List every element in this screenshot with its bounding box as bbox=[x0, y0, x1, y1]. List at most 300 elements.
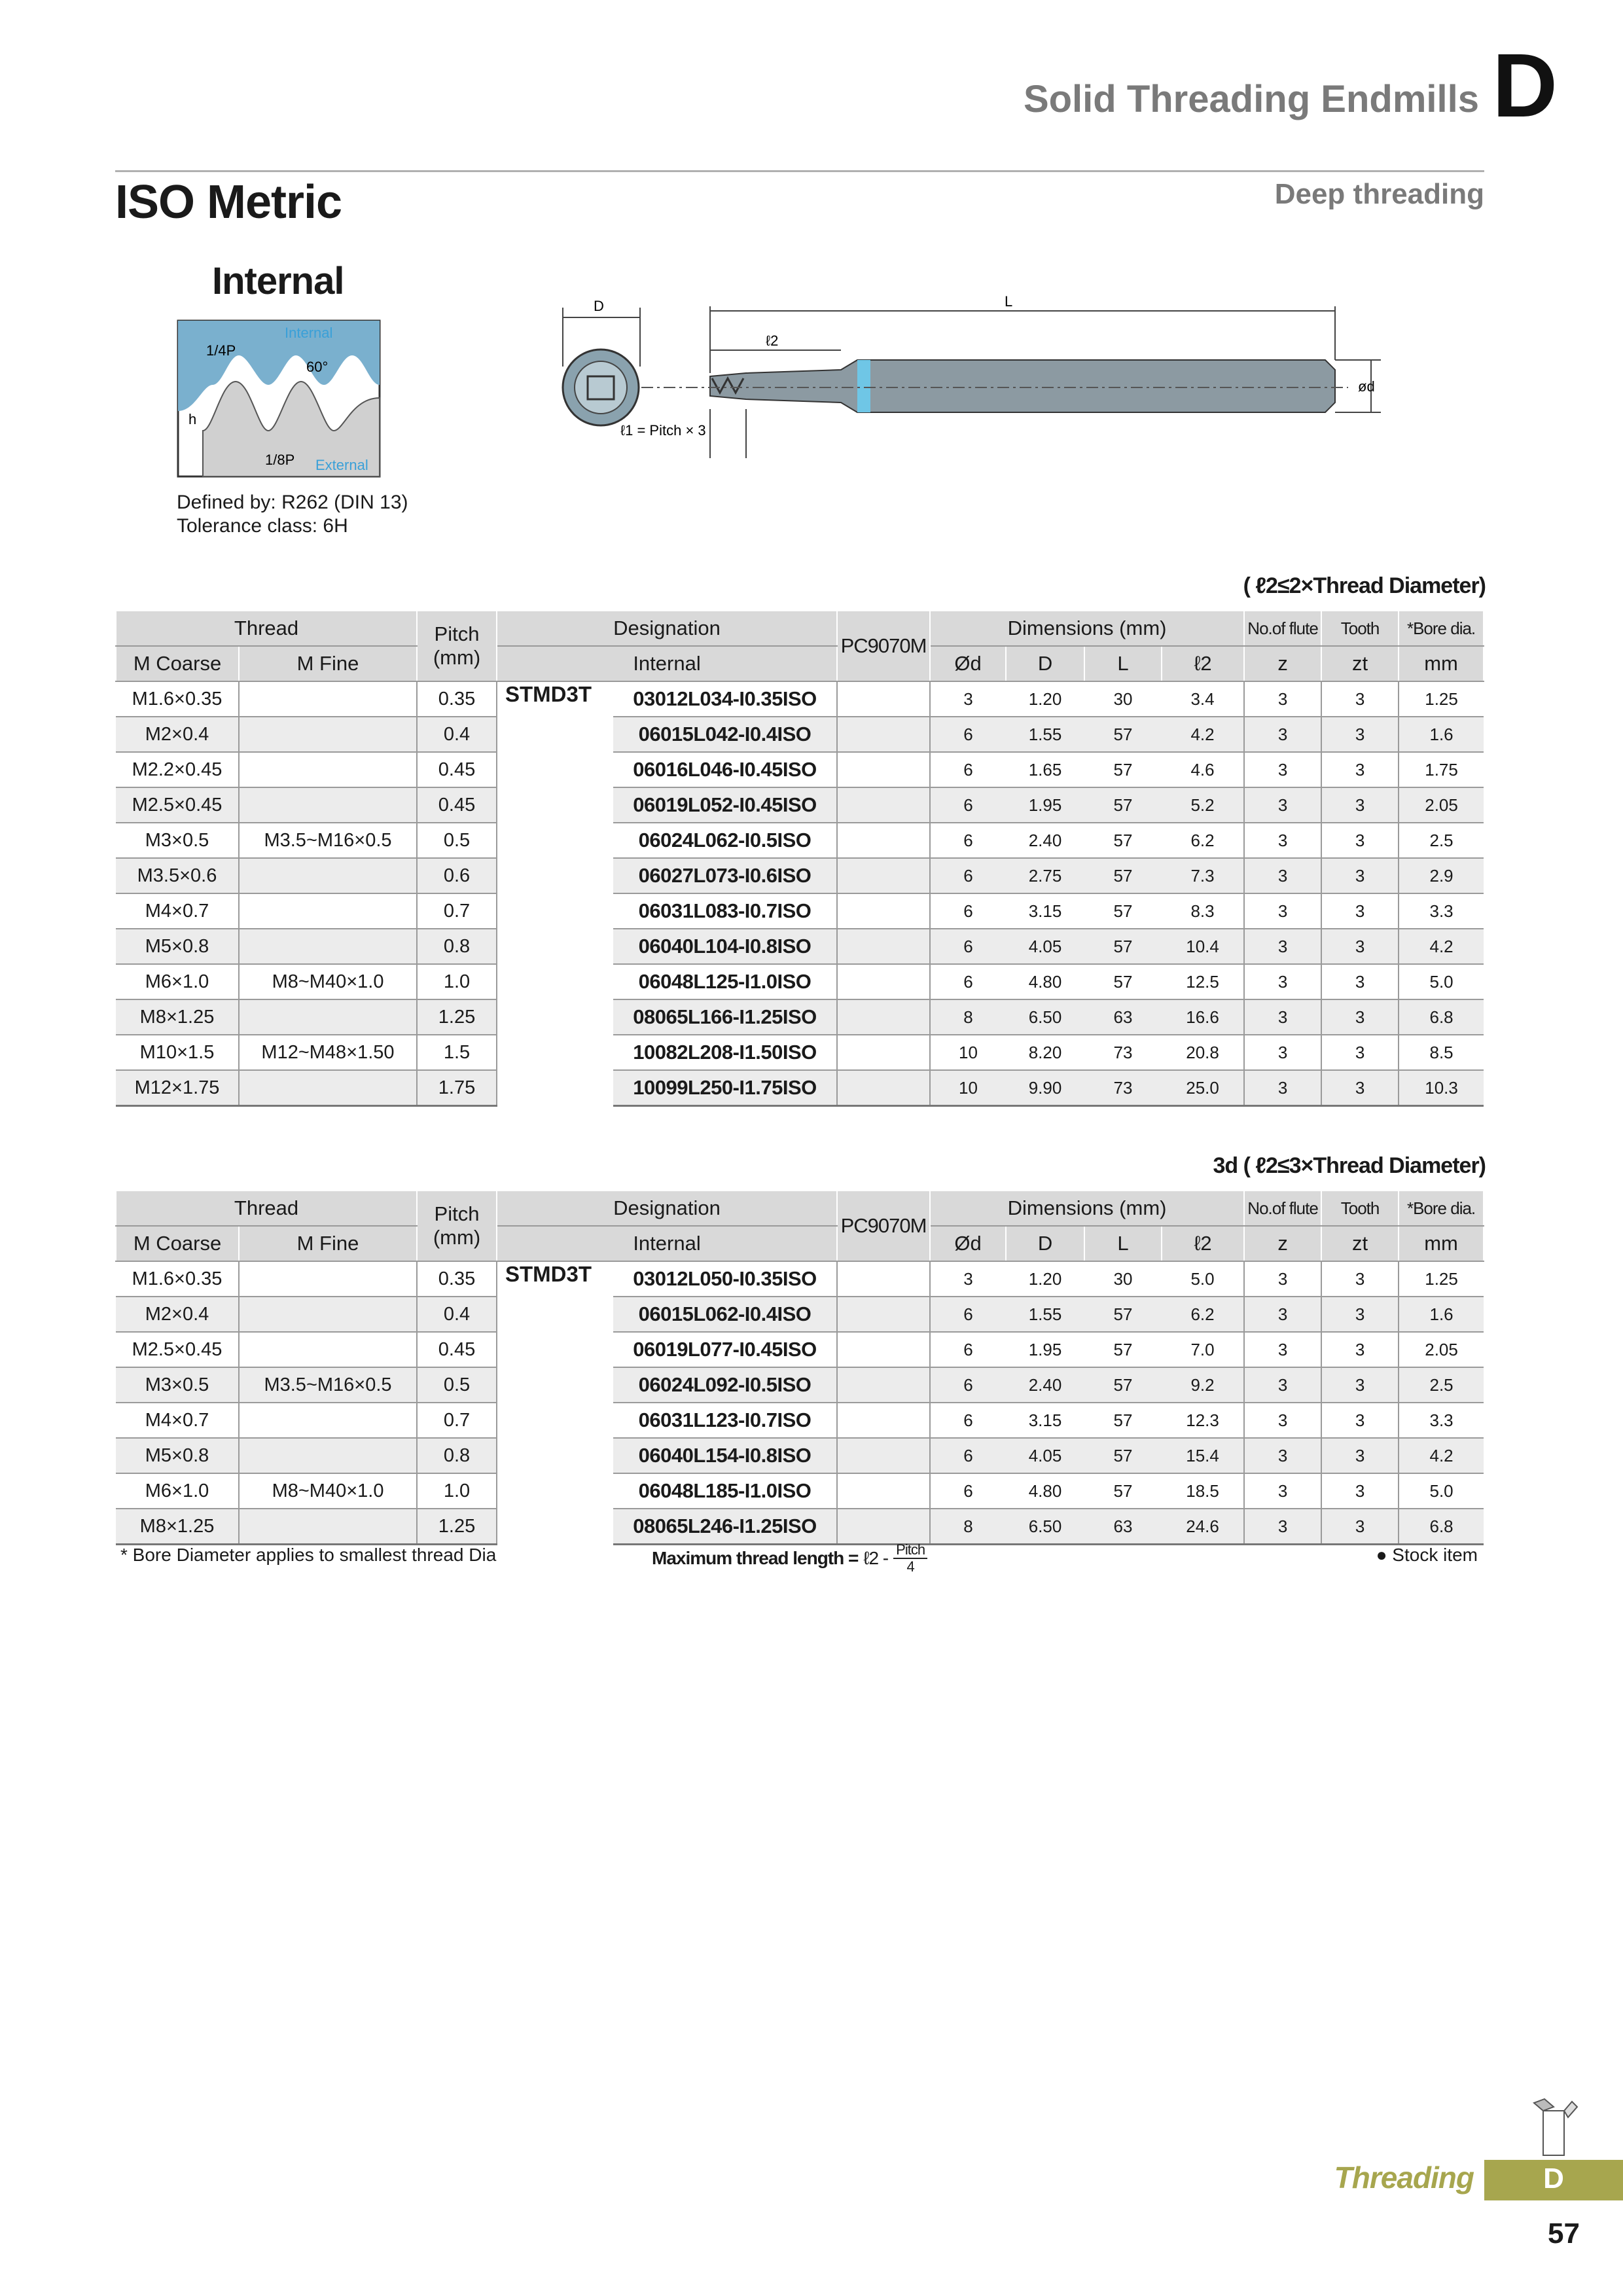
cell-D: 1.95 bbox=[1006, 1332, 1084, 1367]
tool-body bbox=[710, 360, 1335, 412]
cell-od: 6 bbox=[930, 1297, 1006, 1332]
cell-pitch: 0.45 bbox=[417, 1332, 497, 1367]
col-designation: Designation bbox=[497, 611, 837, 646]
cell-od: 6 bbox=[930, 1438, 1006, 1473]
cell-z: 3 bbox=[1244, 1403, 1321, 1438]
cell-od: 6 bbox=[930, 1403, 1006, 1438]
cell-pitch: 0.4 bbox=[417, 1297, 497, 1332]
cell-l2: 6.2 bbox=[1162, 823, 1244, 858]
cell-designation-code: 06027L073-I0.6ISO bbox=[613, 858, 837, 893]
cell-bore: 6.8 bbox=[1399, 999, 1484, 1035]
cell-L: 57 bbox=[1084, 717, 1162, 752]
depth-label: h bbox=[188, 411, 197, 427]
cell-zt: 3 bbox=[1321, 681, 1399, 717]
cell-m-fine bbox=[239, 1297, 417, 1332]
col-m-fine: M Fine bbox=[239, 1226, 417, 1261]
cell-bore: 1.75 bbox=[1399, 752, 1484, 787]
cell-bore: 4.2 bbox=[1399, 1438, 1484, 1473]
bore-footnote: * Bore Diameter applies to smallest thread Dia bbox=[120, 1545, 497, 1565]
cell-m-coarse: M5×0.8 bbox=[116, 1438, 239, 1473]
cell-pitch: 0.35 bbox=[417, 1261, 497, 1297]
col-bore: *Bore dia. bbox=[1399, 611, 1484, 646]
col-l2: ℓ2 bbox=[1162, 646, 1244, 681]
cell-z: 3 bbox=[1244, 893, 1321, 929]
dim-D-label: D bbox=[594, 298, 604, 314]
dim-l2-label: ℓ2 bbox=[766, 332, 779, 349]
external-label: External bbox=[315, 457, 368, 473]
cell-m-coarse: M8×1.25 bbox=[116, 999, 239, 1035]
table2-condition: 3d ( ℓ2≤3×Thread Diameter) bbox=[1213, 1153, 1486, 1178]
footer-letter: D bbox=[1543, 2162, 1564, 2195]
table-row bbox=[116, 1403, 1484, 1438]
cell-od: 6 bbox=[930, 858, 1006, 893]
table-row bbox=[116, 717, 1484, 752]
quarter-pitch-label: 1/4P bbox=[206, 342, 236, 359]
cell-z: 3 bbox=[1244, 681, 1321, 717]
dim-l1-label: ℓ1 = Pitch × 3 bbox=[620, 422, 706, 439]
cell-L: 73 bbox=[1084, 1035, 1162, 1070]
cell-designation-code: 06016L046-I0.45ISO bbox=[613, 752, 837, 787]
cell-L: 57 bbox=[1084, 823, 1162, 858]
table-row bbox=[116, 1070, 1484, 1106]
cell-stock-grade bbox=[837, 1297, 930, 1332]
cell-z: 3 bbox=[1244, 823, 1321, 858]
cell-pitch: 0.5 bbox=[417, 1367, 497, 1403]
col-thread: Thread bbox=[116, 611, 417, 646]
cell-series: STMD3T bbox=[497, 1261, 613, 1545]
cell-D: 2.40 bbox=[1006, 1367, 1084, 1403]
cell-bore: 2.05 bbox=[1399, 787, 1484, 823]
defined-by-note: Defined by: R262 (DIN 13) bbox=[177, 492, 408, 513]
cell-stock-grade bbox=[837, 717, 930, 752]
cell-m-fine: M8~M40×1.0 bbox=[239, 1473, 417, 1509]
col-L: L bbox=[1084, 1226, 1162, 1261]
cell-bore: 3.3 bbox=[1399, 1403, 1484, 1438]
cell-m-coarse: M2×0.4 bbox=[116, 1297, 239, 1332]
page-number: 57 bbox=[1548, 2217, 1580, 2250]
cell-od: 6 bbox=[930, 1473, 1006, 1509]
cell-l2: 25.0 bbox=[1162, 1070, 1244, 1106]
cell-pitch: 1.25 bbox=[417, 1509, 497, 1545]
product-table-3d bbox=[115, 1190, 1484, 1545]
col-internal: Internal bbox=[497, 646, 837, 681]
col-pitch: Pitch (mm) bbox=[417, 611, 497, 681]
cell-z: 3 bbox=[1244, 1473, 1321, 1509]
cell-m-coarse: M1.6×0.35 bbox=[116, 681, 239, 717]
table-row bbox=[116, 1367, 1484, 1403]
cell-l2: 16.6 bbox=[1162, 999, 1244, 1035]
section-title: Internal bbox=[212, 260, 344, 302]
cell-D: 1.55 bbox=[1006, 1297, 1084, 1332]
col-D: D bbox=[1006, 646, 1084, 681]
cell-D: 6.50 bbox=[1006, 999, 1084, 1035]
cell-l2: 5.0 bbox=[1162, 1261, 1244, 1297]
col-mm: mm bbox=[1399, 646, 1484, 681]
cell-m-fine bbox=[239, 1438, 417, 1473]
cell-m-coarse: M2.5×0.45 bbox=[116, 1332, 239, 1367]
cell-zt: 3 bbox=[1321, 893, 1399, 929]
cell-m-fine bbox=[239, 1261, 417, 1297]
table-row bbox=[116, 1035, 1484, 1070]
cell-m-coarse: M10×1.5 bbox=[116, 1035, 239, 1070]
stock-dot-icon: ● bbox=[1376, 1545, 1387, 1565]
cell-stock-grade bbox=[837, 1367, 930, 1403]
cell-m-fine: M8~M40×1.0 bbox=[239, 964, 417, 999]
cell-bore: 4.2 bbox=[1399, 929, 1484, 964]
cell-zt: 3 bbox=[1321, 964, 1399, 999]
cell-l2: 9.2 bbox=[1162, 1367, 1244, 1403]
col-D: D bbox=[1006, 1226, 1084, 1261]
cell-m-fine bbox=[239, 999, 417, 1035]
thread-profile-diagram bbox=[177, 319, 386, 480]
cell-od: 3 bbox=[930, 1261, 1006, 1297]
cell-stock-grade bbox=[837, 858, 930, 893]
cell-L: 30 bbox=[1084, 681, 1162, 717]
tool-diagram bbox=[543, 288, 1394, 458]
cell-zt: 3 bbox=[1321, 858, 1399, 893]
col-flute: No.of flute bbox=[1244, 1191, 1321, 1226]
cell-zt: 3 bbox=[1321, 1297, 1399, 1332]
cell-zt: 3 bbox=[1321, 1473, 1399, 1509]
cell-m-coarse: M4×0.7 bbox=[116, 1403, 239, 1438]
col-designation: Designation bbox=[497, 1191, 837, 1226]
col-grade: PC9070M bbox=[837, 1191, 930, 1261]
cell-z: 3 bbox=[1244, 929, 1321, 964]
col-grade: PC9070M bbox=[837, 611, 930, 681]
cell-zt: 3 bbox=[1321, 823, 1399, 858]
cell-z: 3 bbox=[1244, 1332, 1321, 1367]
cell-stock-grade bbox=[837, 929, 930, 964]
cell-pitch: 0.4 bbox=[417, 717, 497, 752]
cell-m-fine bbox=[239, 929, 417, 964]
cell-designation-code: 06031L123-I0.7ISO bbox=[613, 1403, 837, 1438]
cell-stock-grade bbox=[837, 964, 930, 999]
cell-m-fine: M3.5~M16×0.5 bbox=[239, 823, 417, 858]
cell-stock-grade bbox=[837, 893, 930, 929]
cell-zt: 3 bbox=[1321, 1438, 1399, 1473]
table-row bbox=[116, 929, 1484, 964]
page-title: ISO Metric bbox=[115, 176, 342, 228]
dim-L-label: L bbox=[1005, 293, 1013, 310]
cell-m-coarse: M3×0.5 bbox=[116, 823, 239, 858]
cell-od: 6 bbox=[930, 929, 1006, 964]
cell-m-fine bbox=[239, 1509, 417, 1545]
cell-bore: 1.6 bbox=[1399, 717, 1484, 752]
cell-stock-grade bbox=[837, 1070, 930, 1106]
cell-L: 57 bbox=[1084, 1403, 1162, 1438]
cell-pitch: 0.7 bbox=[417, 1403, 497, 1438]
cell-stock-grade bbox=[837, 752, 930, 787]
threading-tool-icon bbox=[1525, 2098, 1584, 2158]
cell-zt: 3 bbox=[1321, 787, 1399, 823]
cell-l2: 7.3 bbox=[1162, 858, 1244, 893]
cell-pitch: 0.8 bbox=[417, 929, 497, 964]
cell-l2: 15.4 bbox=[1162, 1438, 1244, 1473]
cell-L: 57 bbox=[1084, 858, 1162, 893]
cell-D: 3.15 bbox=[1006, 1403, 1084, 1438]
col-bore: *Bore dia. bbox=[1399, 1191, 1484, 1226]
cell-pitch: 0.45 bbox=[417, 787, 497, 823]
col-m-coarse: M Coarse bbox=[116, 646, 239, 681]
cell-pitch: 1.75 bbox=[417, 1070, 497, 1106]
cell-z: 3 bbox=[1244, 1035, 1321, 1070]
cell-L: 57 bbox=[1084, 1297, 1162, 1332]
cell-D: 1.95 bbox=[1006, 787, 1084, 823]
cell-m-fine bbox=[239, 1403, 417, 1438]
cell-od: 3 bbox=[930, 681, 1006, 717]
cell-zt: 3 bbox=[1321, 1070, 1399, 1106]
cell-designation-code: 06024L062-I0.5ISO bbox=[613, 823, 837, 858]
table-row bbox=[116, 964, 1484, 999]
internal-label: Internal bbox=[285, 325, 333, 341]
dim-od-label: ød bbox=[1358, 378, 1375, 395]
cell-designation-code: 06048L125-I1.0ISO bbox=[613, 964, 837, 999]
eighth-pitch-label: 1/8P bbox=[265, 452, 295, 468]
cell-z: 3 bbox=[1244, 717, 1321, 752]
stock-legend bbox=[1376, 1545, 1478, 1566]
cell-m-coarse: M8×1.25 bbox=[116, 1509, 239, 1545]
cell-designation-code: 06015L062-I0.4ISO bbox=[613, 1297, 837, 1332]
cell-designation-code: 03012L050-I0.35ISO bbox=[613, 1261, 837, 1297]
cell-D: 1.20 bbox=[1006, 1261, 1084, 1297]
table-row bbox=[116, 1509, 1484, 1545]
max-thread-formula bbox=[652, 1542, 927, 1575]
cell-L: 63 bbox=[1084, 1509, 1162, 1545]
cell-D: 1.55 bbox=[1006, 717, 1084, 752]
header-divider bbox=[115, 170, 1484, 172]
cell-bore: 2.05 bbox=[1399, 1332, 1484, 1367]
cell-z: 3 bbox=[1244, 1438, 1321, 1473]
cell-L: 57 bbox=[1084, 893, 1162, 929]
cell-m-fine bbox=[239, 893, 417, 929]
cell-z: 3 bbox=[1244, 752, 1321, 787]
cell-bore: 1.25 bbox=[1399, 681, 1484, 717]
cell-z: 3 bbox=[1244, 787, 1321, 823]
cell-pitch: 0.5 bbox=[417, 823, 497, 858]
cell-zt: 3 bbox=[1321, 1332, 1399, 1367]
cell-D: 3.15 bbox=[1006, 893, 1084, 929]
cell-designation-code: 06048L185-I1.0ISO bbox=[613, 1473, 837, 1509]
cell-z: 3 bbox=[1244, 1367, 1321, 1403]
table-row bbox=[116, 1332, 1484, 1367]
cell-z: 3 bbox=[1244, 1297, 1321, 1332]
cell-zt: 3 bbox=[1321, 752, 1399, 787]
cell-stock-grade bbox=[837, 1261, 930, 1297]
page-subtitle: Deep threading bbox=[1274, 178, 1484, 210]
cell-bore: 1.6 bbox=[1399, 1297, 1484, 1332]
cell-l2: 24.6 bbox=[1162, 1509, 1244, 1545]
cell-od: 6 bbox=[930, 752, 1006, 787]
table-row bbox=[116, 681, 1484, 717]
cell-L: 57 bbox=[1084, 752, 1162, 787]
cell-L: 57 bbox=[1084, 1473, 1162, 1509]
table-row bbox=[116, 1297, 1484, 1332]
col-l2: ℓ2 bbox=[1162, 1226, 1244, 1261]
cell-l2: 4.2 bbox=[1162, 717, 1244, 752]
cell-m-coarse: M2×0.4 bbox=[116, 717, 239, 752]
col-internal: Internal bbox=[497, 1226, 837, 1261]
angle-label: 60° bbox=[306, 359, 329, 375]
cell-l2: 18.5 bbox=[1162, 1473, 1244, 1509]
cell-l2: 20.8 bbox=[1162, 1035, 1244, 1070]
cell-m-coarse: M6×1.0 bbox=[116, 1473, 239, 1509]
cell-D: 1.65 bbox=[1006, 752, 1084, 787]
cell-L: 63 bbox=[1084, 999, 1162, 1035]
table-row bbox=[116, 858, 1484, 893]
table-row bbox=[116, 893, 1484, 929]
col-od: Ød bbox=[930, 646, 1006, 681]
cell-designation-code: 06031L083-I0.7ISO bbox=[613, 893, 837, 929]
cell-designation-code: 10082L208-I1.50ISO bbox=[613, 1035, 837, 1070]
cell-D: 9.90 bbox=[1006, 1070, 1084, 1106]
cell-l2: 12.3 bbox=[1162, 1403, 1244, 1438]
cell-designation-code: 06015L042-I0.4ISO bbox=[613, 717, 837, 752]
cell-zt: 3 bbox=[1321, 999, 1399, 1035]
cell-m-coarse: M3.5×0.6 bbox=[116, 858, 239, 893]
cell-od: 6 bbox=[930, 823, 1006, 858]
cell-stock-grade bbox=[837, 787, 930, 823]
cell-m-fine bbox=[239, 787, 417, 823]
cell-stock-grade bbox=[837, 1509, 930, 1545]
col-thread: Thread bbox=[116, 1191, 417, 1226]
cell-stock-grade bbox=[837, 823, 930, 858]
cell-stock-grade bbox=[837, 1473, 930, 1509]
cell-D: 4.05 bbox=[1006, 929, 1084, 964]
cell-D: 2.40 bbox=[1006, 823, 1084, 858]
product-table-2d bbox=[115, 610, 1484, 1107]
col-od: Ød bbox=[930, 1226, 1006, 1261]
cell-L: 57 bbox=[1084, 787, 1162, 823]
col-dimensions: Dimensions (mm) bbox=[930, 611, 1244, 646]
cell-bore: 2.5 bbox=[1399, 823, 1484, 858]
col-tooth: Tooth bbox=[1321, 1191, 1399, 1226]
col-dimensions: Dimensions (mm) bbox=[930, 1191, 1244, 1226]
cell-designation-code: 10099L250-I1.75ISO bbox=[613, 1070, 837, 1106]
cell-l2: 12.5 bbox=[1162, 964, 1244, 999]
section-letter: D bbox=[1492, 35, 1558, 136]
cell-bore: 10.3 bbox=[1399, 1070, 1484, 1106]
cell-l2: 8.3 bbox=[1162, 893, 1244, 929]
cell-D: 1.20 bbox=[1006, 681, 1084, 717]
cell-bore: 1.25 bbox=[1399, 1261, 1484, 1297]
table-row bbox=[116, 999, 1484, 1035]
cell-zt: 3 bbox=[1321, 1261, 1399, 1297]
cell-L: 57 bbox=[1084, 964, 1162, 999]
cell-pitch: 0.8 bbox=[417, 1438, 497, 1473]
cell-od: 10 bbox=[930, 1070, 1006, 1106]
cell-od: 6 bbox=[930, 717, 1006, 752]
cell-pitch: 0.7 bbox=[417, 893, 497, 929]
col-L: L bbox=[1084, 646, 1162, 681]
cell-bore: 3.3 bbox=[1399, 893, 1484, 929]
cell-bore: 5.0 bbox=[1399, 964, 1484, 999]
cell-l2: 5.2 bbox=[1162, 787, 1244, 823]
cell-pitch: 1.0 bbox=[417, 964, 497, 999]
cell-l2: 3.4 bbox=[1162, 681, 1244, 717]
cell-L: 57 bbox=[1084, 929, 1162, 964]
cell-pitch: 1.5 bbox=[417, 1035, 497, 1070]
cell-designation-code: 06040L104-I0.8ISO bbox=[613, 929, 837, 964]
cell-designation-code: 06019L052-I0.45ISO bbox=[613, 787, 837, 823]
cell-od: 6 bbox=[930, 787, 1006, 823]
table1-condition: ( ℓ2≤2×Thread Diameter) bbox=[1243, 573, 1486, 598]
cell-pitch: 0.6 bbox=[417, 858, 497, 893]
col-z: z bbox=[1244, 646, 1321, 681]
cell-m-coarse: M12×1.75 bbox=[116, 1070, 239, 1106]
cell-D: 6.50 bbox=[1006, 1509, 1084, 1545]
table-row bbox=[116, 1438, 1484, 1473]
cell-zt: 3 bbox=[1321, 1403, 1399, 1438]
cell-m-coarse: M1.6×0.35 bbox=[116, 1261, 239, 1297]
cell-l2: 6.2 bbox=[1162, 1297, 1244, 1332]
cell-m-fine bbox=[239, 1070, 417, 1106]
cell-m-fine bbox=[239, 681, 417, 717]
max-thread-label: Maximum thread length = bbox=[652, 1548, 859, 1568]
cell-zt: 3 bbox=[1321, 717, 1399, 752]
cell-bore: 5.0 bbox=[1399, 1473, 1484, 1509]
cell-od: 6 bbox=[930, 1332, 1006, 1367]
cell-m-coarse: M3×0.5 bbox=[116, 1367, 239, 1403]
cell-l2: 4.6 bbox=[1162, 752, 1244, 787]
col-tooth: Tooth bbox=[1321, 611, 1399, 646]
cell-L: 30 bbox=[1084, 1261, 1162, 1297]
cell-l2: 7.0 bbox=[1162, 1332, 1244, 1367]
cell-L: 57 bbox=[1084, 1367, 1162, 1403]
cell-m-coarse: M2.5×0.45 bbox=[116, 787, 239, 823]
col-flute: No.of flute bbox=[1244, 611, 1321, 646]
cell-D: 8.20 bbox=[1006, 1035, 1084, 1070]
col-z: z bbox=[1244, 1226, 1321, 1261]
table-row bbox=[116, 752, 1484, 787]
cell-z: 3 bbox=[1244, 858, 1321, 893]
cell-zt: 3 bbox=[1321, 1509, 1399, 1545]
table-row bbox=[116, 1473, 1484, 1509]
cell-designation-code: 08065L246-I1.25ISO bbox=[613, 1509, 837, 1545]
cell-pitch: 1.25 bbox=[417, 999, 497, 1035]
cell-od: 6 bbox=[930, 964, 1006, 999]
cell-m-coarse: M4×0.7 bbox=[116, 893, 239, 929]
cell-stock-grade bbox=[837, 1438, 930, 1473]
section-header-title: Solid Threading Endmills bbox=[1023, 78, 1479, 120]
cell-z: 3 bbox=[1244, 1509, 1321, 1545]
cell-bore: 6.8 bbox=[1399, 1509, 1484, 1545]
cell-L: 73 bbox=[1084, 1070, 1162, 1106]
cell-pitch: 1.0 bbox=[417, 1473, 497, 1509]
cell-bore: 8.5 bbox=[1399, 1035, 1484, 1070]
cell-designation-code: 06024L092-I0.5ISO bbox=[613, 1367, 837, 1403]
cell-D: 2.75 bbox=[1006, 858, 1084, 893]
cell-m-fine: M12~M48×1.50 bbox=[239, 1035, 417, 1070]
col-pitch: Pitch (mm) bbox=[417, 1191, 497, 1261]
cell-od: 6 bbox=[930, 893, 1006, 929]
cell-stock-grade bbox=[837, 681, 930, 717]
cell-m-fine bbox=[239, 752, 417, 787]
cell-pitch: 0.35 bbox=[417, 681, 497, 717]
cell-od: 8 bbox=[930, 1509, 1006, 1545]
cell-m-coarse: M5×0.8 bbox=[116, 929, 239, 964]
tolerance-note: Tolerance class: 6H bbox=[177, 515, 348, 537]
cell-m-fine bbox=[239, 717, 417, 752]
footer-section-word: Threading bbox=[1334, 2161, 1474, 2195]
cell-designation-code: 03012L034-I0.35ISO bbox=[613, 681, 837, 717]
cell-z: 3 bbox=[1244, 964, 1321, 999]
cell-m-fine bbox=[239, 858, 417, 893]
max-thread-expr: ℓ2 - bbox=[863, 1548, 889, 1568]
cell-stock-grade bbox=[837, 1035, 930, 1070]
cell-series: STMD3T bbox=[497, 681, 613, 1106]
cell-D: 4.80 bbox=[1006, 964, 1084, 999]
table-row bbox=[116, 823, 1484, 858]
